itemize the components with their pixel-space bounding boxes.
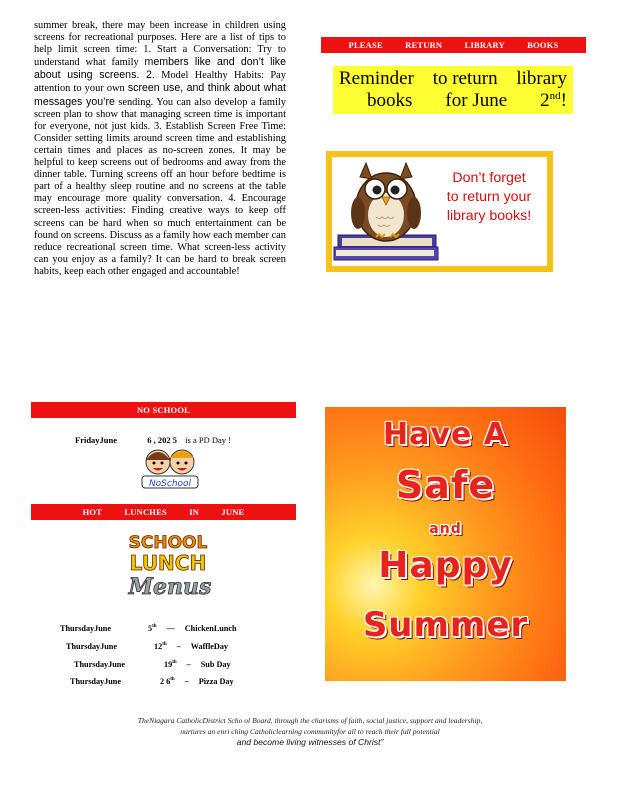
mission-statement-footer xyxy=(30,715,590,748)
reminder-word: for June xyxy=(445,90,508,111)
library-header-word: BOOKS xyxy=(527,40,559,50)
footer-line-2: nurtures an enri ching Catholiclearning communityfor all to reach their full potential xyxy=(180,727,440,736)
summer-word: Have A xyxy=(383,417,508,452)
hot-lunches-header-word: IN xyxy=(189,507,200,517)
lunch-row: ThursdayJune 5th — ChickenLunch xyxy=(60,624,237,633)
hot-lunches-header-word: HOT xyxy=(82,507,103,517)
library-header-bar xyxy=(321,37,586,53)
lunch-row: ThursdayJune 12th – WaffleDay xyxy=(66,642,229,651)
lunch-row: ThursdayJune 19th – Sub Day xyxy=(74,660,231,669)
no-school-clipart-text: NoSchool xyxy=(148,479,192,489)
owl-on-books-icon xyxy=(332,157,442,266)
no-school-header: NO SCHOOL xyxy=(136,405,191,415)
lunch-row: ThursdayJune 2 6th – Pizza Day xyxy=(70,677,234,686)
logo-menus: Menus xyxy=(128,574,212,600)
library-header-word: RETURN xyxy=(405,40,443,50)
summer-word: Summer xyxy=(362,605,529,645)
tips-part-3: Model Healthy Habits: Pay attention to your own xyxy=(34,70,286,95)
tips-part-2: members like and don’t like about using screens. 2. xyxy=(34,56,286,82)
no-school-kids-icon xyxy=(138,446,202,490)
hot-lunches-header-bar xyxy=(31,504,296,520)
hot-lunches-header-word: LUNCHES xyxy=(124,507,167,517)
logo-lunch: LUNCH xyxy=(129,551,207,575)
tips-part-4: screen use, and think about what messages you’re xyxy=(34,82,286,108)
summer-word: and xyxy=(429,521,462,537)
summer-word: Safe xyxy=(395,463,496,507)
school-lunch-menus-logo xyxy=(118,528,218,604)
reminder-word: library xyxy=(516,68,567,89)
library-header-word: LIBRARY xyxy=(464,40,505,50)
tips-part-1: summer break, there may been increase in children using screens for recreational purposes. Here are a list of tips to help limit screen time: 1. Start a Conversation: Try to understand what family xyxy=(34,20,286,69)
safe-happy-summer-card xyxy=(325,407,566,681)
footer-line-3: and become living witnesses of Christ” xyxy=(236,737,384,747)
hot-lunches-header-word: JUNE xyxy=(221,507,245,517)
reminder-word: to return xyxy=(432,68,498,89)
logo-school: SCHOOL xyxy=(128,533,208,553)
summer-word: Happy xyxy=(378,545,513,586)
no-school-header-bar xyxy=(31,402,296,418)
footer-line-1: TheNiagara CatholicDistrict Scho ol Board, through the charisms of faith, social justice, support and leadership, xyxy=(137,716,483,725)
reminder-date: 2nd! xyxy=(540,90,567,111)
no-school-notice: FridayJune 6 , 202 5 is a PD Day ! xyxy=(75,435,231,445)
owl-reminder-card xyxy=(326,151,553,272)
screen-time-tips-paragraph xyxy=(34,20,286,278)
owl-message: Don’t forget to return your library books! xyxy=(446,170,532,224)
library-header-word: PLEASE xyxy=(348,40,383,50)
reminder-word: Reminder xyxy=(339,68,414,89)
reminder-word: books xyxy=(367,90,413,111)
library-reminder xyxy=(333,66,573,114)
tips-part-5: sending. You can also develop a family screen plan to show that managing screen time is important for everyone, not just kids. 3. Establish Screen Free Time: Consider setting limits around screen time and establishing certain times and places as no-screen zones. It may be helpful to keep screens out of bedrooms and away from the dinner table. Turning screens off an hour before bedtime is part of a healthy sleep routine and no screens at the table may encourage more quality conversation. 4. Encourage screen-less activities: Finding creative ways to keep off screens can be hard when so much entertainment can be found on screens. Discuss as a family how each member can reduce recreational screen time. What screen-less activity can you enjoy as a family? It can be hard to break screen habits, keep each other engaged and accountable! xyxy=(34,96,286,277)
